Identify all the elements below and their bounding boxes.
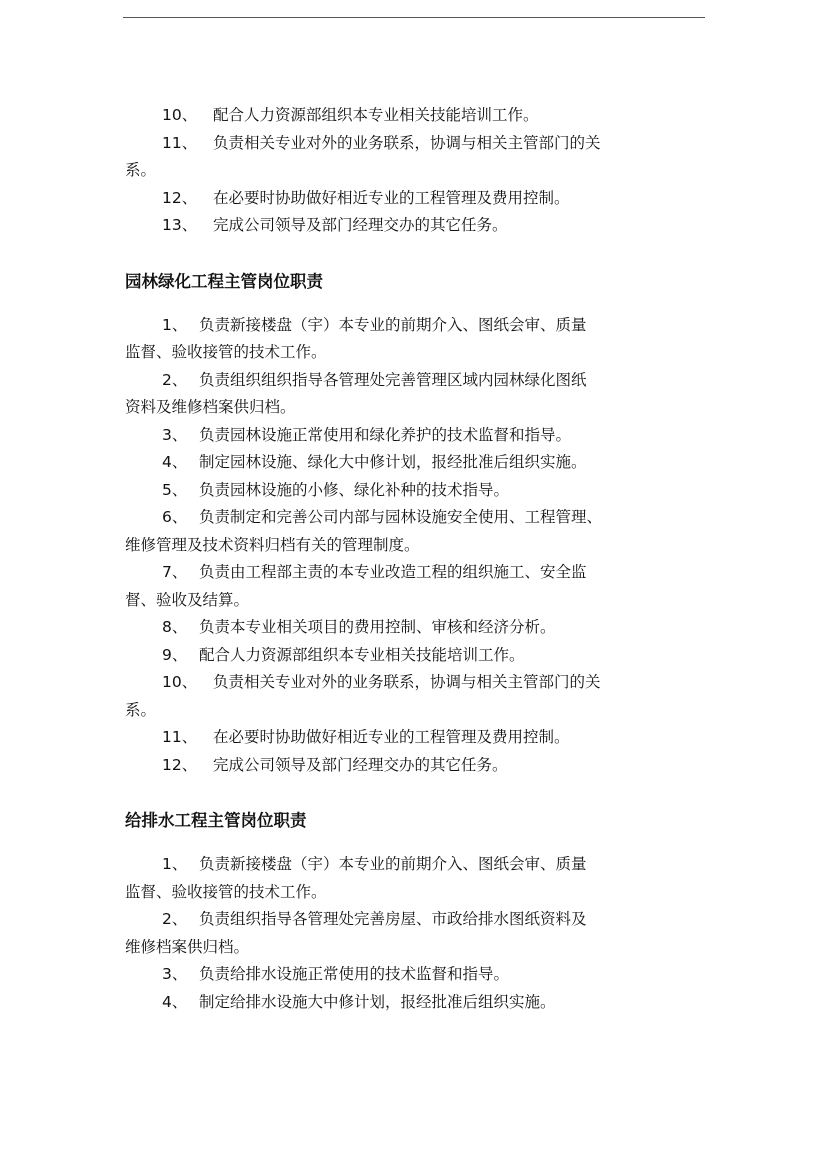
item-text: 负责本专业相关项目的费用控制、审核和经济分析。 [199,618,556,636]
section-gap [125,779,691,807]
item-number: 10、 [162,673,198,691]
item-number: 10、 [162,106,198,124]
item-number: 4、 [162,453,188,471]
list-item [125,504,691,532]
item-text: 负责组织组织指导各管理处完善管理区域内园林绿化图纸 [199,370,587,389]
list-item [125,851,691,879]
list-item [125,449,691,477]
item-text: 负责园林设施的小修、绿化补种的技术指导。 [199,480,510,499]
list-item [125,422,691,450]
list-item [125,185,691,213]
list-item [125,906,691,934]
item-text: 制定给排水设施大中修计划，报经批准后组织实施。 [199,992,556,1011]
item-text: 负责新接楼盘（宇）本专业的前期介入、图纸会审、质量 [199,855,587,873]
list-item [125,312,691,340]
item-number: 12、 [162,188,198,207]
list-item [125,130,691,158]
list-item [125,961,691,989]
list-item-continuation: 系。 [125,700,157,719]
item-number: 6、 [162,508,188,526]
item-text: 负责新接楼盘（宇）本专业的前期介入、图纸会审、质量 [199,315,587,334]
list-item [125,559,691,587]
list-item [125,102,691,130]
heading-gap [125,296,691,312]
item-text: 配合人力资源部组织本专业相关技能培训工作。 [199,645,525,664]
item-number: 1、 [162,855,188,873]
item-text: 制定园林设施、绿化大中修计划，报经批准后组织实施。 [199,453,587,471]
item-text: 负责园林设施正常使用和绿化养护的技术监督和指导。 [199,425,572,444]
item-text: 完成公司领导及部门经理交办的其它任务。 [213,216,508,234]
item-number: 9、 [162,645,188,664]
item-number: 7、 [162,563,188,581]
list-item [125,212,691,240]
item-number: 3、 [162,965,188,983]
item-text: 负责组织指导各管理处完善房屋、市政给排水图纸资料及 [199,910,587,928]
document-page [125,102,691,1016]
item-number: 1、 [162,315,188,334]
item-text: 配合人力资源部组织本专业相关技能培训工作。 [213,106,539,124]
item-text: 负责给排水设施正常使用的技术监督和指导。 [199,965,510,983]
item-text: 负责制定和完善公司内部与园林设施安全使用、工程管理、 [199,508,603,526]
list-item [125,367,691,395]
item-text: 负责相关专业对外的业务联系，协调与相关主管部门的关 [213,133,601,152]
list-item [125,669,691,697]
item-text: 负责由工程部主责的本专业改造工程的组织施工、安全监 [199,563,587,581]
item-number: 3、 [162,425,188,444]
item-text: 在必要时协助做好相近专业的工程管理及费用控制。 [213,728,570,746]
section-heading: 给排水工程主管岗位职责 [125,811,307,830]
item-number: 2、 [162,370,188,389]
item-number: 4、 [162,992,188,1011]
item-number: 5、 [162,480,188,499]
list-item [125,614,691,642]
list-item-continuation: 督、验收及结算。 [125,590,250,609]
list-item-continuation: 维修管理及技术资料归档有关的管理制度。 [125,535,420,554]
section-gap [125,240,691,268]
section-heading: 园林绿化工程主管岗位职责 [125,271,323,291]
item-number: 13、 [162,216,198,234]
item-text: 完成公司领导及部门经理交办的其它任务。 [213,755,508,774]
header-rule [123,17,705,18]
list-item-continuation: 系。 [125,161,157,179]
list-item [125,724,691,752]
list-item [125,477,691,505]
heading-gap [125,835,691,851]
list-item [125,642,691,670]
item-number: 2、 [162,910,188,928]
list-item-continuation: 维修档案供归档。 [125,937,250,956]
list-item-continuation: 资料及维修档案供归档。 [125,398,296,416]
list-item-continuation: 监督、验收接管的技术工作。 [125,343,327,361]
item-number: 11、 [162,133,198,152]
list-item [125,989,691,1017]
item-text: 负责相关专业对外的业务联系，协调与相关主管部门的关 [213,673,601,691]
list-item-continuation: 监督、验收接管的技术工作。 [125,882,327,901]
item-number: 11、 [162,728,198,746]
item-number: 8、 [162,618,188,636]
list-item [125,752,691,780]
item-number: 12、 [162,755,198,774]
item-text: 在必要时协助做好相近专业的工程管理及费用控制。 [213,188,570,207]
